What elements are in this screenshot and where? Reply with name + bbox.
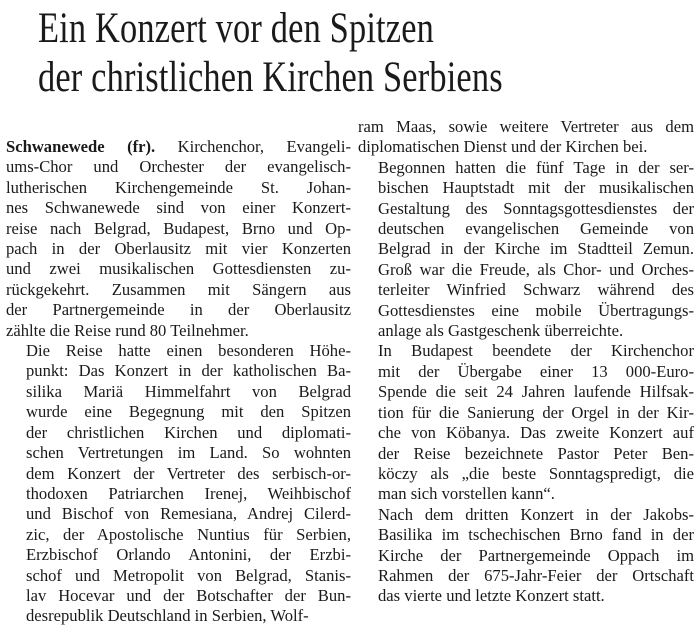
headline-line-2: der christlichen Kirchen Serbiens (38, 54, 503, 101)
text-line: der christlichen Kirchen und diplomati- (26, 422, 351, 442)
text-line: lav Hocevar und der Botschafter der Bun- (26, 585, 351, 605)
text-line: Nach dem dritten Konzert in der Jakobs- (378, 504, 694, 524)
text-line: tion für die Sanierung der Orgel in der Kir- (378, 402, 694, 422)
text-line: der Partnergemeinde in der Oberlausitz (6, 300, 351, 320)
text-line: Gestaltung des Sonntagsgottesdienstes der (378, 198, 694, 218)
text-line: man sich vorstellen kann“. (378, 484, 555, 504)
text-line: desrepublik Deutschland in Serbien, Wolf- (26, 606, 309, 626)
text-line (6, 137, 351, 157)
article-headline (38, 4, 566, 102)
text-line: zählte die Reise rund 80 Teilnehmer. (6, 320, 249, 340)
article-paragraph (358, 341, 694, 504)
left-column (6, 137, 351, 627)
text-line: köczy als „die beste Sonntagspredigt, die (378, 463, 694, 483)
text-line: che von Köbanya. Das zweite Konzert auf (378, 423, 694, 443)
text-line: und zwei musikalischen Gottesdiensten zu- (6, 259, 351, 279)
text-line: deutschen evangelischen Gemeinde von (378, 219, 694, 239)
article-paragraph (358, 505, 694, 607)
text-line: In Budapest beendete der Kirchenchor (378, 341, 694, 361)
text-line: mit der Übergabe einer 13 000-Euro- (378, 361, 694, 381)
text-line: pach in der Oberlausitz mit vier Konzerten (6, 239, 351, 259)
text-line: Die Reise hatte einen besonderen Höhe- (26, 341, 351, 361)
text-line: schof und Metropolit von Belgrad, Stanis- (26, 565, 351, 585)
text-line: wurde eine Begegnung mit den Spitzen (26, 402, 351, 422)
text-line: silika Mariä Himmelfahrt von Belgrad (26, 381, 351, 401)
text-line: Begonnen hatten die fünf Tage in der ser- (378, 157, 694, 177)
text-line: dem Konzert der Vertreter des serbisch-or- (26, 463, 351, 483)
text-line: terleiter Winfried Schwarz während des (378, 280, 694, 300)
text-line: diplomatischen Dienst und der Kirchen bei. (358, 137, 648, 157)
article-paragraph (6, 137, 351, 341)
text-line: Rahmen der 675-Jahr-Feier der Ortschaft (378, 565, 694, 585)
text-line: punkt: Das Konzert in der katholischen Ba- (26, 361, 351, 381)
text-line: nes Schwanewede sind von einer Konzert- (6, 198, 351, 218)
text-line: Gottesdienstes eine mobile Übertragungs- (378, 300, 694, 320)
text-line-rest: Kirchenchor, Evangeli- (155, 137, 351, 156)
dateline: Schwanewede (fr). (6, 137, 156, 156)
text-line: zic, der Apostolische Nuntius für Serbien, (26, 524, 351, 544)
article-paragraph (358, 117, 694, 158)
text-line: lutherischen Kirchengemeinde St. Johan- (6, 177, 351, 197)
text-line: thodoxen Patriarchen Irenej, Weihbischof (26, 483, 351, 503)
headline-line-1: Ein Konzert vor den Spitzen (38, 5, 434, 52)
text-line: Basilika im tschechischen Brno fand in der (378, 525, 694, 545)
text-line: Erzbischof Orlando Antonini, der Erzbi- (26, 545, 351, 565)
text-line: Spende die seit 24 Jahren laufende Hilfsak- (378, 382, 694, 402)
article-paragraph (6, 341, 351, 627)
text-line: das vierte und letzte Konzert statt. (378, 586, 605, 606)
text-line: Belgrad in der Kirche im Stadtteil Zemun. (378, 239, 694, 259)
article-paragraph (358, 158, 694, 342)
text-line: Kirche der Partnergemeinde Oppach im (378, 545, 694, 565)
text-line: ums-Chor und Orchester der evangelisch- (6, 157, 351, 177)
right-column (358, 117, 694, 607)
text-line: und Bischof von Remesiana, Andrej Cilerd- (26, 504, 351, 524)
text-line: ram Maas, sowie weitere Vertreter aus dem (358, 117, 694, 136)
text-line: schen Vertretungen im Land. So wohnten (26, 443, 351, 463)
text-line: anlage als Gastgeschenk überreichte. (378, 321, 624, 341)
text-line: reise nach Belgrad, Budapest, Brno und Op- (6, 218, 351, 238)
text-line: Groß war die Freude, als Chor- und Orches- (378, 259, 694, 279)
text-line: rückgekehrt. Zusammen mit Sängern aus (6, 279, 351, 299)
text-line: der Reise bezeichnete Pastor Peter Ben- (378, 443, 694, 463)
text-line: bischen Hauptstadt mit der musikalischen (378, 178, 694, 198)
